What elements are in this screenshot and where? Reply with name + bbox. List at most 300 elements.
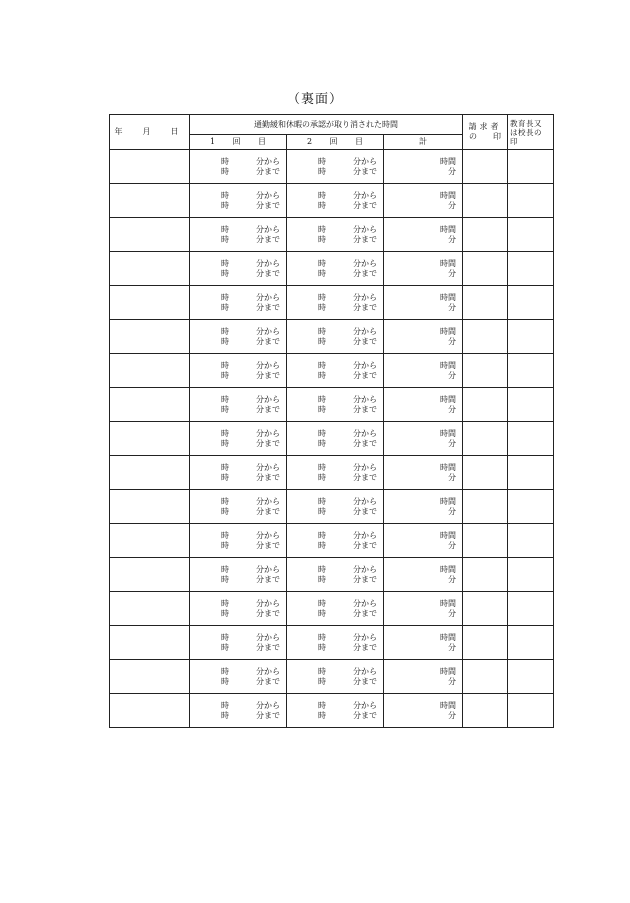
- total-cell[interactable]: [384, 558, 463, 592]
- hour-label: 時: [318, 292, 326, 302]
- hour-label: 時: [318, 200, 326, 210]
- minutes-label: 分: [448, 472, 457, 482]
- minutes-label: 分: [448, 608, 457, 618]
- table-row: [110, 184, 554, 218]
- date-cell[interactable]: [110, 354, 190, 388]
- cancellation-record-table: [109, 114, 554, 728]
- from-label: 分から: [353, 598, 377, 608]
- hour-label: 時: [318, 676, 326, 686]
- until-label: 分まで: [353, 336, 377, 346]
- total-cell[interactable]: [384, 422, 463, 456]
- principal-seal-line-3: 印: [510, 136, 519, 146]
- hours-label: 時間: [440, 632, 457, 642]
- until-label: 分まで: [353, 166, 377, 176]
- hours-label: 時間: [440, 190, 457, 200]
- table-row: [110, 524, 554, 558]
- hour-label: 時: [318, 258, 326, 268]
- date-cell[interactable]: [110, 286, 190, 320]
- until-label: 分まで: [256, 676, 280, 686]
- header-requester-seal: [463, 115, 508, 150]
- hour-label: 時: [221, 428, 229, 438]
- hour-label: 時: [221, 360, 229, 370]
- principal-seal-cell[interactable]: [508, 694, 554, 728]
- hour-label: 時: [318, 564, 326, 574]
- principal-seal-cell[interactable]: [508, 354, 554, 388]
- second-time-cell[interactable]: [287, 558, 384, 592]
- second-time-cell[interactable]: [287, 694, 384, 728]
- second-time-cell[interactable]: [287, 490, 384, 524]
- until-label: 分まで: [256, 200, 280, 210]
- hours-label: 時間: [440, 428, 457, 438]
- requester-seal-cell[interactable]: [463, 150, 508, 184]
- until-label: 分まで: [256, 540, 280, 550]
- requester-seal-cell[interactable]: [463, 626, 508, 660]
- from-label: 分から: [353, 156, 377, 166]
- second-num: 2: [307, 137, 313, 146]
- date-cell[interactable]: [110, 252, 190, 286]
- hours-label: 時間: [440, 598, 457, 608]
- requester-seal-cell[interactable]: [463, 422, 508, 456]
- hours-label: 時間: [440, 496, 457, 506]
- from-label: 分から: [256, 428, 280, 438]
- hour-label: 時: [318, 530, 326, 540]
- hour-label: 時: [318, 642, 326, 652]
- requester-seal-cell[interactable]: [463, 388, 508, 422]
- hour-label: 時: [318, 156, 326, 166]
- total-cell[interactable]: [384, 150, 463, 184]
- total-cell[interactable]: [384, 456, 463, 490]
- from-label: 分から: [353, 326, 377, 336]
- hour-label: 時: [221, 564, 229, 574]
- principal-seal-cell[interactable]: [508, 184, 554, 218]
- minutes-label: 分: [448, 302, 457, 312]
- until-label: 分まで: [256, 574, 280, 584]
- first-time-cell[interactable]: [190, 354, 287, 388]
- first-time-cell[interactable]: [190, 388, 287, 422]
- hour-label: 時: [221, 666, 229, 676]
- date-cell[interactable]: [110, 320, 190, 354]
- minutes-label: 分: [448, 200, 457, 210]
- first-time-cell[interactable]: [190, 490, 287, 524]
- total-cell[interactable]: [384, 184, 463, 218]
- from-label: 分から: [256, 326, 280, 336]
- second-time-cell[interactable]: [287, 320, 384, 354]
- date-cell[interactable]: [110, 150, 190, 184]
- hour-label: 時: [318, 190, 326, 200]
- hour-label: 時: [318, 700, 326, 710]
- table-row: [110, 354, 554, 388]
- total-cell[interactable]: [384, 524, 463, 558]
- from-label: 分から: [256, 666, 280, 676]
- first-time-cell[interactable]: [190, 184, 287, 218]
- until-label: 分まで: [353, 540, 377, 550]
- second-time-cell[interactable]: [287, 422, 384, 456]
- hour-label: 時: [318, 370, 326, 380]
- second-time-cell[interactable]: [287, 184, 384, 218]
- until-label: 分まで: [256, 166, 280, 176]
- first-time-cell[interactable]: [190, 524, 287, 558]
- minutes-label: 分: [448, 540, 457, 550]
- from-label: 分から: [353, 530, 377, 540]
- principal-seal-cell[interactable]: [508, 524, 554, 558]
- minutes-label: 分: [448, 676, 457, 686]
- date-cell[interactable]: [110, 694, 190, 728]
- until-label: 分まで: [256, 710, 280, 720]
- until-label: 分まで: [256, 438, 280, 448]
- hour-label: 時: [221, 166, 229, 176]
- requester-seal-cell[interactable]: [463, 660, 508, 694]
- hour-label: 時: [221, 156, 229, 166]
- from-label: 分から: [256, 394, 280, 404]
- hour-label: 時: [318, 438, 326, 448]
- from-label: 分から: [256, 190, 280, 200]
- principal-seal-cell[interactable]: [508, 320, 554, 354]
- hour-label: 時: [318, 166, 326, 176]
- total-cell[interactable]: [384, 694, 463, 728]
- until-label: 分まで: [353, 404, 377, 414]
- minutes-label: 分: [448, 506, 457, 516]
- requester-seal-top: 請求者: [468, 122, 502, 131]
- date-cell[interactable]: [110, 218, 190, 252]
- second-time-cell[interactable]: [287, 626, 384, 660]
- table-row: [110, 388, 554, 422]
- hour-label: 時: [221, 326, 229, 336]
- hour-label: 時: [221, 234, 229, 244]
- hour-label: 時: [221, 190, 229, 200]
- hour-label: 時: [221, 642, 229, 652]
- from-label: 分から: [256, 700, 280, 710]
- hours-label: 時間: [440, 462, 457, 472]
- from-label: 分から: [256, 564, 280, 574]
- principal-seal-cell[interactable]: [508, 558, 554, 592]
- requester-seal-cell[interactable]: [463, 558, 508, 592]
- until-label: 分まで: [256, 336, 280, 346]
- table-row: [110, 694, 554, 728]
- first-num: 1: [210, 137, 216, 146]
- header-first-time: [190, 135, 287, 150]
- minutes-label: 分: [448, 370, 457, 380]
- total-cell[interactable]: [384, 592, 463, 626]
- minutes-label: 分: [448, 166, 457, 176]
- first-me: 目: [258, 137, 266, 146]
- first-time-cell[interactable]: [190, 694, 287, 728]
- date-cell[interactable]: [110, 184, 190, 218]
- until-label: 分まで: [256, 268, 280, 278]
- hour-label: 時: [318, 326, 326, 336]
- hour-label: 時: [318, 224, 326, 234]
- until-label: 分まで: [256, 506, 280, 516]
- requester-seal-cell[interactable]: [463, 252, 508, 286]
- until-label: 分まで: [353, 676, 377, 686]
- second-time-cell[interactable]: [287, 354, 384, 388]
- first-time-cell[interactable]: [190, 150, 287, 184]
- minutes-label: 分: [448, 574, 457, 584]
- first-time-cell[interactable]: [190, 558, 287, 592]
- second-time-cell[interactable]: [287, 218, 384, 252]
- hour-label: 時: [221, 404, 229, 414]
- second-time-cell[interactable]: [287, 660, 384, 694]
- second-time-cell[interactable]: [287, 456, 384, 490]
- requester-seal-cell[interactable]: [463, 456, 508, 490]
- minutes-label: 分: [448, 336, 457, 346]
- until-label: 分まで: [353, 472, 377, 482]
- table-row: [110, 252, 554, 286]
- table-row: [110, 456, 554, 490]
- header-cancelled-time: 通勤緩和休暇の承認が取り消された時間: [190, 115, 463, 135]
- page-title: （裏面）: [286, 92, 343, 107]
- hour-label: 時: [221, 292, 229, 302]
- hour-label: 時: [318, 666, 326, 676]
- hour-label: 時: [221, 302, 229, 312]
- minutes-label: 分: [448, 642, 457, 652]
- until-label: 分まで: [256, 404, 280, 414]
- minutes-label: 分: [448, 234, 457, 244]
- requester-seal-cell[interactable]: [463, 694, 508, 728]
- from-label: 分から: [353, 258, 377, 268]
- hour-label: 時: [221, 268, 229, 278]
- until-label: 分まで: [256, 370, 280, 380]
- minutes-label: 分: [448, 438, 457, 448]
- principal-seal-cell[interactable]: [508, 626, 554, 660]
- principal-seal-cell[interactable]: [508, 150, 554, 184]
- table-row: [110, 558, 554, 592]
- from-label: 分から: [353, 428, 377, 438]
- from-label: 分から: [256, 462, 280, 472]
- from-label: 分から: [256, 632, 280, 642]
- total-cell[interactable]: [384, 286, 463, 320]
- hour-label: 時: [318, 336, 326, 346]
- hour-label: 時: [221, 676, 229, 686]
- table-row: [110, 218, 554, 252]
- from-label: 分から: [353, 190, 377, 200]
- first-time-cell[interactable]: [190, 626, 287, 660]
- second-time-cell[interactable]: [287, 252, 384, 286]
- hour-label: 時: [221, 632, 229, 642]
- principal-seal-cell[interactable]: [508, 660, 554, 694]
- until-label: 分まで: [353, 438, 377, 448]
- requester-seal-cell[interactable]: [463, 320, 508, 354]
- second-me: 目: [355, 137, 363, 146]
- date-cell[interactable]: [110, 558, 190, 592]
- principal-seal-cell[interactable]: [508, 592, 554, 626]
- requester-seal-cell[interactable]: [463, 354, 508, 388]
- until-label: 分まで: [353, 710, 377, 720]
- hour-label: 時: [318, 598, 326, 608]
- first-time-cell[interactable]: [190, 660, 287, 694]
- hour-label: 時: [318, 428, 326, 438]
- total-cell[interactable]: [384, 490, 463, 524]
- until-label: 分まで: [256, 472, 280, 482]
- table-row: [110, 626, 554, 660]
- until-label: 分まで: [256, 608, 280, 618]
- hour-label: 時: [221, 258, 229, 268]
- hour-label: 時: [221, 462, 229, 472]
- from-label: 分から: [353, 394, 377, 404]
- first-time-cell[interactable]: [190, 218, 287, 252]
- date-cell[interactable]: [110, 592, 190, 626]
- hours-label: 時間: [440, 292, 457, 302]
- minutes-label: 分: [448, 268, 457, 278]
- from-label: 分から: [256, 496, 280, 506]
- requester-seal-cell[interactable]: [463, 286, 508, 320]
- hours-label: 時間: [440, 360, 457, 370]
- second-time-cell[interactable]: [287, 150, 384, 184]
- hours-label: 時間: [440, 666, 457, 676]
- from-label: 分から: [256, 530, 280, 540]
- hour-label: 時: [221, 540, 229, 550]
- minutes-label: 分: [448, 710, 457, 720]
- first-time-cell[interactable]: [190, 592, 287, 626]
- date-cell[interactable]: [110, 626, 190, 660]
- first-time-cell[interactable]: [190, 286, 287, 320]
- hour-label: 時: [221, 472, 229, 482]
- date-cell[interactable]: [110, 456, 190, 490]
- requester-seal-cell[interactable]: [463, 592, 508, 626]
- hour-label: 時: [221, 438, 229, 448]
- from-label: 分から: [353, 360, 377, 370]
- hour-label: 時: [318, 462, 326, 472]
- hours-label: 時間: [440, 394, 457, 404]
- first-kai: 回: [232, 137, 241, 146]
- hour-label: 時: [318, 360, 326, 370]
- hour-label: 時: [318, 302, 326, 312]
- until-label: 分まで: [353, 608, 377, 618]
- requester-seal-cell[interactable]: [463, 524, 508, 558]
- hour-label: 時: [221, 496, 229, 506]
- from-label: 分から: [353, 666, 377, 676]
- hours-label: 時間: [440, 258, 457, 268]
- principal-seal-cell[interactable]: [508, 422, 554, 456]
- date-cell[interactable]: [110, 660, 190, 694]
- minutes-label: 分: [448, 404, 457, 414]
- hours-label: 時間: [440, 530, 457, 540]
- total-cell[interactable]: [384, 660, 463, 694]
- total-cell[interactable]: [384, 354, 463, 388]
- hours-label: 時間: [440, 700, 457, 710]
- hour-label: 時: [318, 608, 326, 618]
- header-principal-seal: [508, 115, 554, 150]
- hour-label: 時: [318, 394, 326, 404]
- from-label: 分から: [353, 564, 377, 574]
- total-cell[interactable]: [384, 252, 463, 286]
- second-kai: 回: [329, 137, 338, 146]
- until-label: 分まで: [256, 302, 280, 312]
- principal-seal-cell[interactable]: [508, 388, 554, 422]
- first-time-cell[interactable]: [190, 252, 287, 286]
- until-label: 分まで: [353, 268, 377, 278]
- until-label: 分まで: [256, 234, 280, 244]
- hour-label: 時: [318, 710, 326, 720]
- requester-seal-no: の: [469, 132, 478, 141]
- from-label: 分から: [353, 700, 377, 710]
- from-label: 分から: [353, 496, 377, 506]
- until-label: 分まで: [353, 506, 377, 516]
- until-label: 分まで: [353, 574, 377, 584]
- hour-label: 時: [221, 394, 229, 404]
- from-label: 分から: [256, 598, 280, 608]
- until-label: 分まで: [353, 370, 377, 380]
- hour-label: 時: [221, 608, 229, 618]
- hour-label: 時: [221, 530, 229, 540]
- hour-label: 時: [221, 336, 229, 346]
- hour-label: 時: [221, 224, 229, 234]
- date-cell[interactable]: [110, 422, 190, 456]
- principal-seal-cell[interactable]: [508, 218, 554, 252]
- first-time-cell[interactable]: [190, 422, 287, 456]
- total-cell[interactable]: [384, 626, 463, 660]
- from-label: 分から: [256, 224, 280, 234]
- hour-label: 時: [221, 598, 229, 608]
- hour-label: 時: [318, 472, 326, 482]
- requester-seal-cell[interactable]: [463, 218, 508, 252]
- header-second-time: [287, 135, 384, 150]
- until-label: 分まで: [353, 642, 377, 652]
- from-label: 分から: [256, 292, 280, 302]
- hour-label: 時: [318, 632, 326, 642]
- principal-seal-cell[interactable]: [508, 252, 554, 286]
- from-label: 分から: [256, 258, 280, 268]
- hour-label: 時: [318, 234, 326, 244]
- total-cell[interactable]: [384, 218, 463, 252]
- hour-label: 時: [318, 574, 326, 584]
- until-label: 分まで: [353, 302, 377, 312]
- total-cell[interactable]: [384, 320, 463, 354]
- from-label: 分から: [353, 632, 377, 642]
- hour-label: 時: [318, 506, 326, 516]
- from-label: 分から: [353, 462, 377, 472]
- hours-label: 時間: [440, 564, 457, 574]
- date-cell[interactable]: [110, 490, 190, 524]
- hour-label: 時: [221, 710, 229, 720]
- hour-label: 時: [221, 506, 229, 516]
- date-cell[interactable]: [110, 524, 190, 558]
- from-label: 分から: [353, 224, 377, 234]
- first-time-cell[interactable]: [190, 456, 287, 490]
- requester-seal-cell[interactable]: [463, 490, 508, 524]
- from-label: 分から: [256, 360, 280, 370]
- principal-seal-cell[interactable]: [508, 286, 554, 320]
- second-time-cell[interactable]: [287, 286, 384, 320]
- hours-label: 時間: [440, 224, 457, 234]
- principal-seal-line-1: 教育長又: [510, 118, 543, 128]
- hour-label: 時: [221, 370, 229, 380]
- requester-seal-cell[interactable]: [463, 184, 508, 218]
- first-time-cell[interactable]: [190, 320, 287, 354]
- date-cell[interactable]: [110, 388, 190, 422]
- hour-label: 時: [318, 404, 326, 414]
- until-label: 分まで: [353, 200, 377, 210]
- principal-seal-cell[interactable]: [508, 456, 554, 490]
- table-row: [110, 150, 554, 184]
- second-time-cell[interactable]: [287, 388, 384, 422]
- until-label: 分まで: [256, 642, 280, 652]
- principal-seal-line-2: は校長の: [510, 127, 543, 137]
- header-date: 年 月 日: [110, 115, 190, 150]
- from-label: 分から: [256, 156, 280, 166]
- total-cell[interactable]: [384, 388, 463, 422]
- table-row: [110, 592, 554, 626]
- principal-seal-cell[interactable]: [508, 490, 554, 524]
- hour-label: 時: [318, 268, 326, 278]
- second-time-cell[interactable]: [287, 524, 384, 558]
- hour-label: 時: [221, 700, 229, 710]
- table-row: [110, 490, 554, 524]
- hours-label: 時間: [440, 156, 457, 166]
- hour-label: 時: [318, 496, 326, 506]
- requester-seal-in: 印: [493, 132, 502, 141]
- from-label: 分から: [353, 292, 377, 302]
- second-time-cell[interactable]: [287, 592, 384, 626]
